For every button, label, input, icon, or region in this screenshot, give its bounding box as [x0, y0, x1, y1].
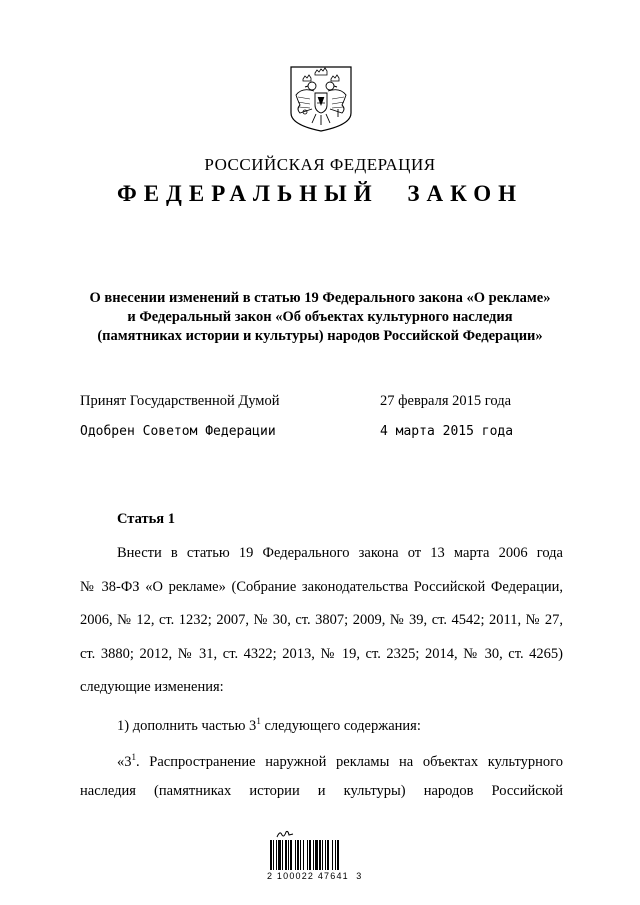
barcode-bar — [282, 840, 283, 870]
barcode-bar — [315, 840, 318, 870]
barcode-bar — [319, 840, 321, 870]
council-approval-date: 4 марта 2015 года — [380, 424, 514, 439]
paragraph-line: ст. 3880; 2012, № 31, ст. 4322; 2013, № 19, ст. 2325; 2014, № 30, ст. 4265) — [80, 645, 563, 662]
law-title-line: О внесении изменений в статью 19 Федерального закона «О рекламе» — [89, 290, 551, 306]
law-title-line: (памятниках истории и культуры) народов Российской Федерации» — [97, 328, 543, 344]
superscript: 1 — [256, 716, 261, 726]
barcode-bar — [273, 840, 274, 870]
barcode-bar — [295, 840, 296, 870]
paragraph-line — [80, 705, 563, 739]
barcode-bar — [270, 840, 272, 870]
council-approval-label: Одобрен Советом Федерации — [80, 424, 276, 439]
barcode-bar — [325, 840, 326, 870]
superscript: 1 — [131, 752, 136, 762]
state-name: РОССИЙСКАЯ ФЕДЕРАЦИЯ — [204, 155, 436, 174]
document-type: ФЕДЕРАЛЬНЫЙ ЗАКОН — [116, 181, 524, 206]
duma-adoption-label: Принят Государственной Думой — [80, 393, 280, 409]
law-title-line: и Федеральный закон «Об объектах культурного наследия — [127, 309, 513, 325]
barcode-bar — [290, 840, 292, 870]
barcode-bar — [278, 840, 281, 870]
paragraph-line: Внести в статью 19 Федерального закона от 13 марта 2006 года — [117, 545, 563, 561]
paragraph-line: следующие изменения: — [80, 679, 224, 695]
article-heading: Статья 1 — [117, 511, 175, 527]
barcode-bar — [303, 840, 304, 870]
law-title — [64, 289, 576, 346]
article-paragraph-2 — [80, 705, 563, 739]
paragraph-line: 2006, № 12, ст. 1232; 2007, № 30, ст. 3807; 2009, № 39, ст. 4542; 2011, № 27, — [80, 612, 563, 628]
barcode-bar — [313, 840, 314, 870]
amendment-item-text: 1) дополнить частью 3 — [117, 717, 257, 734]
barcode-bar — [309, 840, 311, 870]
barcode-bar — [297, 840, 299, 870]
barcode-bar — [307, 840, 308, 870]
paragraph-line — [80, 741, 563, 775]
barcode-bar — [322, 840, 323, 870]
amendment-item-text: следующего содержания: — [260, 717, 421, 734]
quote-open: «3 — [117, 753, 132, 770]
paragraph-line: № 38-ФЗ «О рекламе» (Собрание законодательства Российской Федерации, — [80, 578, 563, 595]
article-paragraph-3 — [80, 741, 563, 808]
barcode-bar — [335, 840, 336, 870]
quoted-text: . Распространение наружной рекламы на объектах культурного — [136, 753, 563, 770]
signature-icon — [276, 829, 294, 839]
barcode-bar — [276, 840, 277, 870]
barcode-bar — [332, 840, 333, 870]
barcode-bar — [300, 840, 301, 870]
paragraph-line: наследия (памятниках истории и культуры) народов Российской — [80, 782, 563, 799]
barcode-bar — [337, 840, 339, 870]
barcode-bar — [327, 840, 329, 870]
russian-coat-of-arms-icon — [288, 65, 354, 133]
article-paragraph-1 — [80, 537, 563, 705]
barcode-icon — [270, 840, 366, 870]
duma-adoption-date: 27 февраля 2015 года — [380, 393, 512, 409]
barcode-bar — [285, 840, 287, 870]
barcode-number: 2 100022 47641 3 — [267, 871, 363, 881]
barcode-bar — [288, 840, 289, 870]
